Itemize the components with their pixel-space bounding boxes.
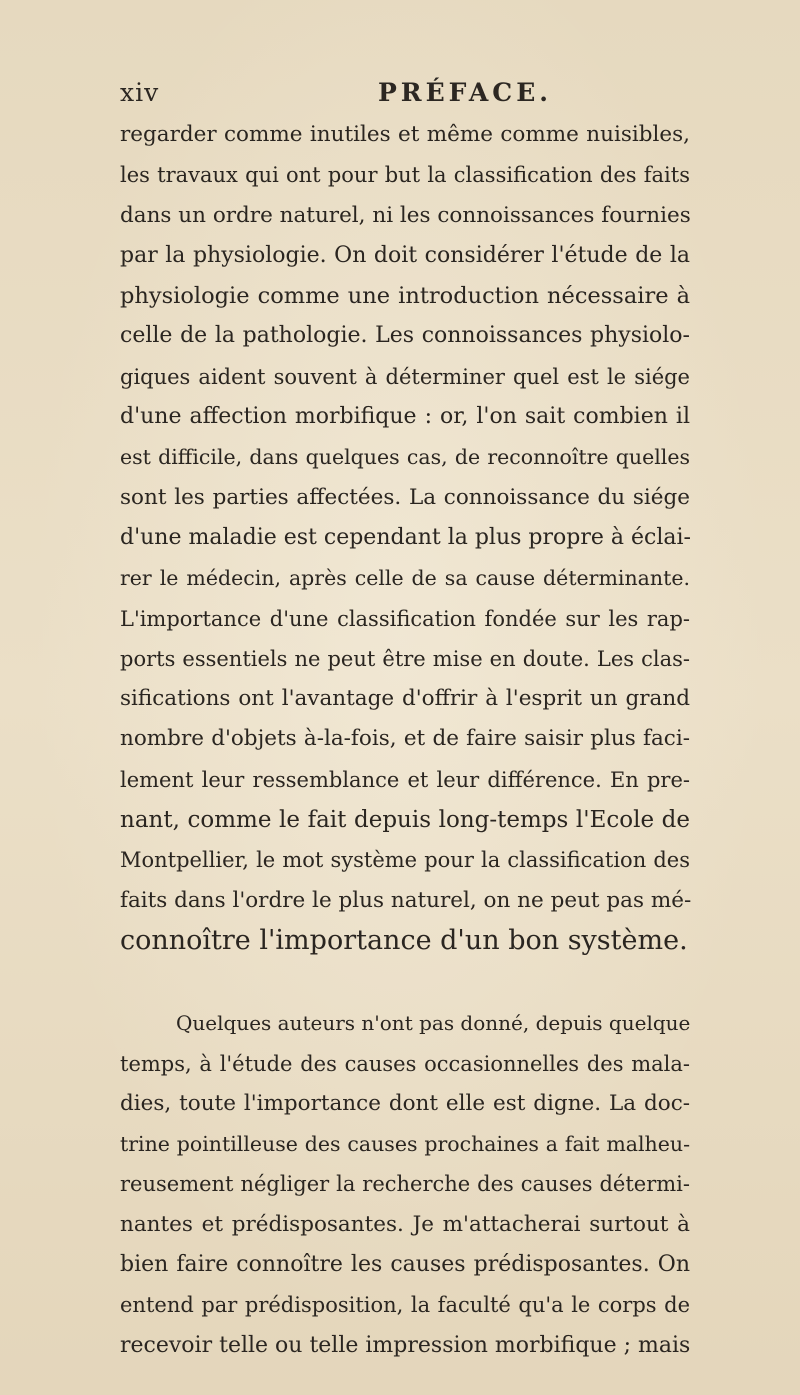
text-line: Montpellier, le mot système pour la classification des [120,848,690,873]
text-line: bien faire connoître les causes prédisposantes. On [120,1252,690,1278]
text-line: nombre d'objets à-la-fois, et de faire saisir plus faci- [120,726,690,752]
text-line: recevoir telle ou telle impression morbifique ; mais [120,1332,691,1358]
text-line: L'importance d'une classification fondée sur les rap- [120,606,690,631]
text-line: nant, comme le fait depuis long-temps l'Ecole de [120,807,690,834]
running-title: PRÉFACE. [378,78,552,107]
text-line: nantes et prédisposantes. Je m'attacherai surtout à [120,1211,690,1237]
text-line: giques aident souvent à déterminer quel est le siége [120,364,690,389]
text-line: les travaux qui ont pour but la classification des faits [120,163,690,188]
paragraph-1 [120,115,690,961]
text-line: ports essentiels ne peut être mise en doute. Les clas- [120,646,690,671]
text-line: dans un ordre naturel, ni les connoissances fournies [120,202,691,228]
text-line: connoître l'importance d'un bon système. [120,924,688,956]
text-line: celle de la pathologie. Les connoissances physiolo- [120,323,690,349]
text-line: d'une affection morbifique : or, l'on sait combien il [120,404,690,430]
paragraph-spacer [120,961,690,1003]
text-line: dies, toute l'importance dont elle est digne. La doc- [120,1090,690,1116]
text-line: reusement négliger la recherche des causes détermi- [120,1172,690,1197]
text-line: faits dans l'ordre le plus naturel, on ne peut pas mé- [120,887,692,913]
text-line: entend par prédisposition, la faculté qu'a le corps de [120,1293,690,1318]
page-header [120,78,680,118]
text-line: temps, à l'étude des causes occasionnelles des mala- [120,1051,690,1076]
text-line: trine pointilleuse des causes prochaines a fait malheu- [120,1132,690,1157]
text-line: Quelques auteurs n'ont pas donné, depuis quelque [176,1011,691,1036]
text-line: rer le médecin, après celle de sa cause déterminante. [120,566,690,591]
paragraph-2 [120,1003,690,1366]
text-line: sont les parties affectées. La connoissance du siége [120,484,690,510]
text-line: physiologie comme une introduction nécessaire à [120,283,690,310]
body-text [120,115,690,1366]
text-line: regarder comme inutiles et même comme nuisibles, [120,122,690,147]
page-number: xiv [120,78,160,107]
text-line: par la physiologie. On doit considérer l'étude de la [120,242,690,268]
text-line: est difficile, dans quelques cas, de reconnoître quelles [120,445,690,470]
text-line: sifications ont l'avantage d'offrir à l'esprit un grand [120,686,690,712]
text-line: d'une maladie est cependant la plus propre à éclai- [120,524,691,550]
text-line: lement leur ressemblance et leur différence. En pre- [120,767,690,792]
